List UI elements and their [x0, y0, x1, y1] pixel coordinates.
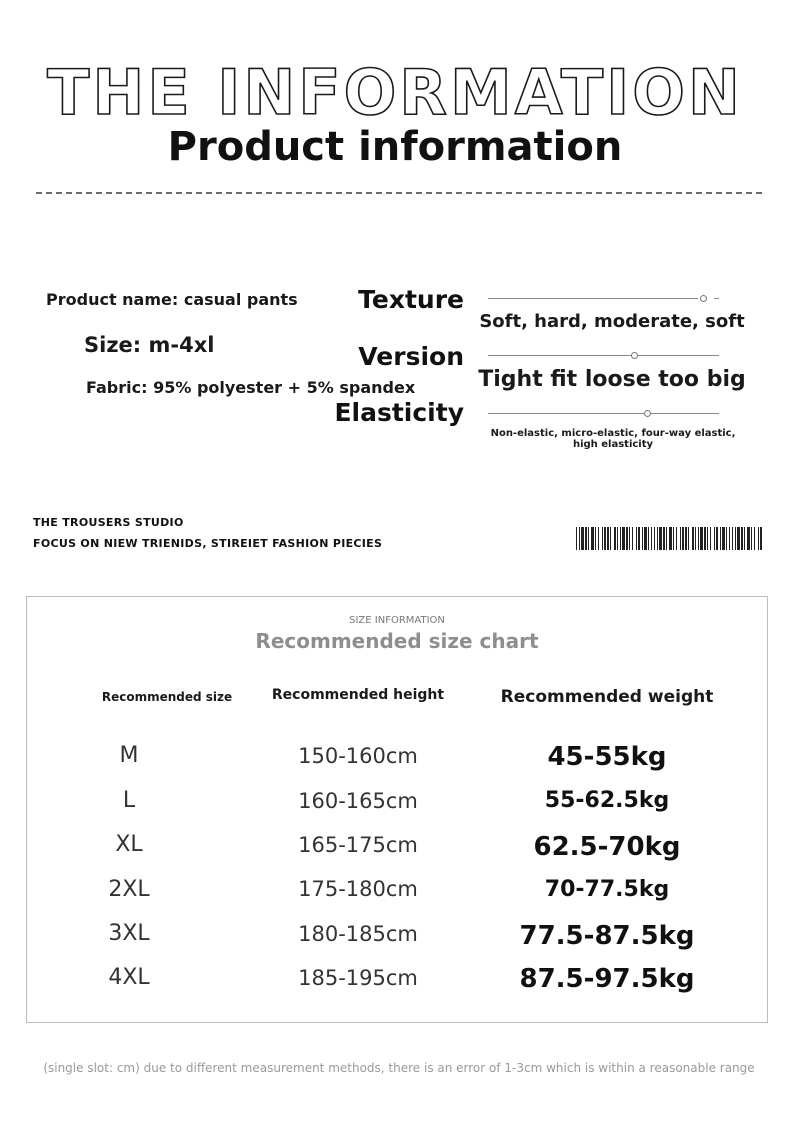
texture-slider-track [488, 298, 698, 299]
weight-cell: 55-62.5kg [544, 788, 670, 813]
size-info-label: SIZE INFORMATION [349, 615, 445, 626]
product-size: Size: m-4xl [84, 333, 215, 357]
column-header-size: Recommended size [101, 690, 233, 704]
column-header-height: Recommended height [271, 687, 445, 703]
product-name: Product name: casual pants [46, 290, 298, 309]
barcode-icon [576, 527, 762, 550]
height-cell: 150-160cm [298, 744, 418, 768]
height-cell: 160-165cm [298, 789, 418, 813]
version-slider-track [488, 355, 719, 356]
elasticity-value: Non-elastic, micro-elastic, four-way elastic, high elasticity [490, 428, 736, 450]
texture-slider-dot [700, 295, 707, 302]
size-cell: M [119, 743, 139, 768]
weight-cell: 45-55kg [547, 742, 667, 772]
texture-value: Soft, hard, moderate, soft [479, 311, 745, 332]
size-cell: 2XL [108, 877, 150, 902]
weight-cell: 62.5-70kg [533, 832, 681, 862]
elasticity-label: Elasticity [334, 398, 464, 427]
outline-title [0, 58, 790, 128]
weight-cell: 77.5-87.5kg [519, 921, 695, 951]
version-value: Tight fit loose too big [478, 367, 746, 392]
column-header-weight: Recommended weight [500, 687, 714, 707]
texture-slider-track-end [714, 298, 719, 299]
studio-name: THE TROUSERS STUDIO [33, 516, 184, 529]
texture-label: Texture [358, 285, 464, 314]
dashed-divider [36, 192, 762, 194]
elasticity-slider-dot [644, 410, 651, 417]
size-chart-title: Recommended size chart [255, 629, 539, 653]
studio-tagline: FOCUS ON NIEW TRIENIDS, STIREIET FASHION PIECIES [33, 537, 383, 550]
weight-cell: 70-77.5kg [544, 877, 670, 902]
size-cell: L [122, 788, 136, 813]
height-cell: 175-180cm [298, 877, 418, 901]
height-cell: 180-185cm [298, 922, 418, 946]
footnote: (single slot: cm) due to different measurement methods, there is an error of 1-3cm which is within a reasonable range [43, 1061, 755, 1075]
size-cell: XL [115, 832, 143, 857]
height-cell: 185-195cm [298, 966, 418, 990]
weight-cell: 87.5-97.5kg [519, 964, 695, 994]
height-cell: 165-175cm [298, 833, 418, 857]
size-cell: 4XL [108, 965, 150, 990]
outline-title-text: THE INFORMATION [47, 58, 743, 128]
product-fabric: Fabric: 95% polyester + 5% spandex [86, 378, 416, 397]
size-cell: 3XL [108, 921, 150, 946]
elasticity-slider-track [488, 413, 719, 414]
version-label: Version [358, 342, 464, 371]
page-title: Product information [167, 124, 623, 170]
version-slider-dot [631, 352, 638, 359]
